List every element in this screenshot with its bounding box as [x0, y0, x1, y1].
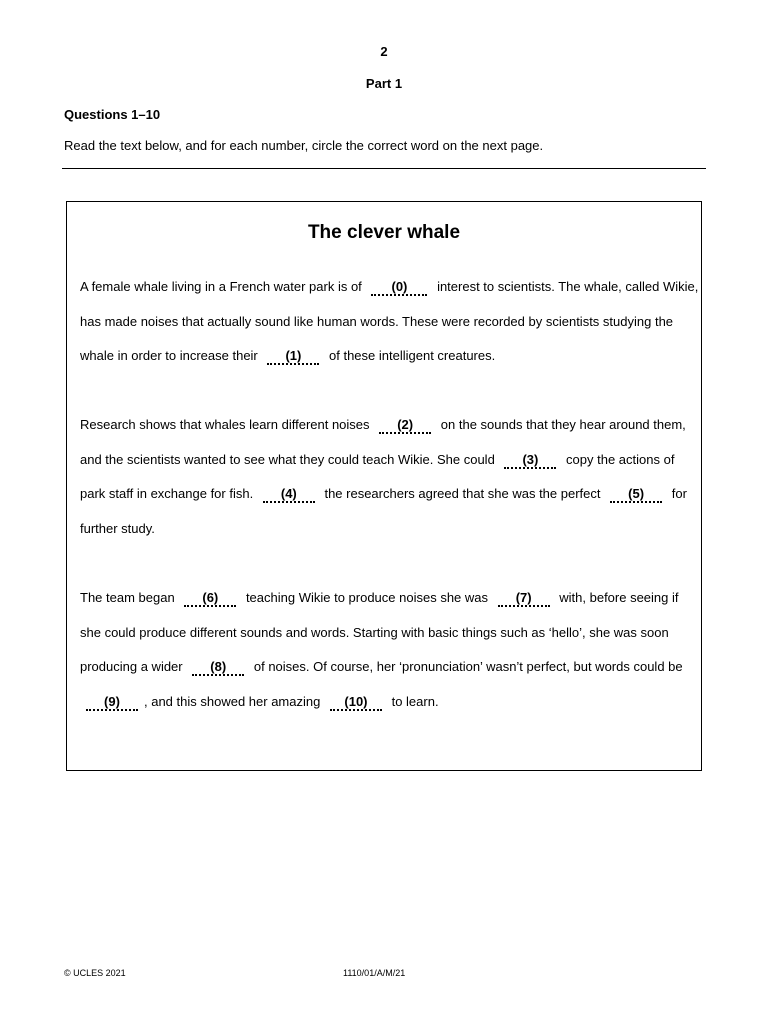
text-title: The clever whale	[307, 222, 461, 243]
text-segment: the researchers agreed that she was the perfect	[324, 486, 601, 502]
text-segment: of noises. Of course, her ‘pronunciation’ wasn’t perfect, but words could be	[253, 659, 683, 675]
gap-9: (9)	[86, 695, 138, 711]
text-segment: Research shows that whales learn different noises	[80, 417, 370, 432]
gap-7: (7)	[498, 591, 550, 607]
paragraph-1	[80, 270, 700, 374]
text-segment: The team began	[80, 590, 175, 605]
text-segment: teaching Wikie to produce noises she was	[245, 590, 489, 605]
text-segment: A female whale living in a French water park is of	[80, 279, 362, 294]
page-number: 2	[380, 44, 388, 59]
gap-1: (1)	[267, 349, 319, 365]
part-title: Part 1	[365, 76, 403, 91]
gap-5: (5)	[610, 487, 662, 503]
gap-3: (3)	[504, 453, 556, 469]
paragraph-3	[80, 581, 700, 719]
gap-8: (8)	[192, 660, 244, 676]
text-segment: copy the actions of park staff in exchange for fish.	[80, 451, 675, 502]
gap-10: (10)	[330, 695, 382, 711]
text-segment: for further study.	[80, 486, 687, 536]
text-segment: to learn.	[391, 693, 439, 709]
paragraph-2	[80, 408, 700, 546]
paper-code-footer: 1110/01/A/M/21	[343, 968, 406, 978]
text-segment: on the sounds that they hear around them, and the scientists wanted to see what they could teach Wikie. She could	[80, 417, 686, 467]
copyright-footer: © UCLES 2021	[64, 968, 126, 978]
instructions: Read the text below, and for each number, circle the correct word on the next page.	[64, 138, 544, 153]
text-segment: , and this showed her amazing	[144, 693, 321, 709]
text-segment: with, before seeing if she could produce different sounds and words. Starting with basic things such as ‘hello’, she was soon producing a wider	[80, 590, 679, 675]
gap-4: (4)	[263, 487, 315, 503]
text-segment: interest to scientists. The whale, called Wikie, has made noises that actually sound like human words. These were recorded by scientists studying the whale in order to increase their	[80, 279, 699, 364]
gap-2: (2)	[379, 418, 431, 434]
gap-0: (0)	[371, 280, 427, 296]
divider	[62, 168, 706, 169]
questions-heading: Questions 1–10	[64, 107, 161, 122]
gap-6: (6)	[184, 591, 236, 607]
text-segment: of these intelligent creatures.	[329, 348, 496, 364]
